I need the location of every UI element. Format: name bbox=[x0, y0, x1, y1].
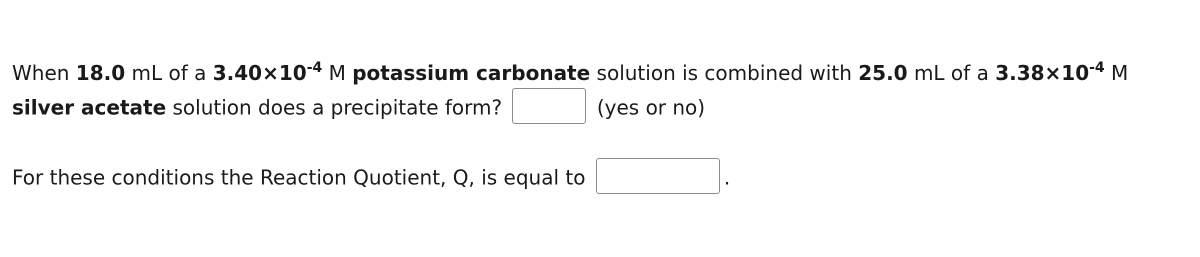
concentration-2 bbox=[995, 61, 1105, 85]
reaction-quotient-prompt: For these conditions the Reaction Quotient, Q, is equal to bbox=[12, 165, 586, 190]
concentration-2-exponent: -4 bbox=[1089, 60, 1105, 76]
concentration-1 bbox=[213, 61, 323, 85]
question-line-2 bbox=[12, 94, 705, 124]
reagent-1-name: potassium carbonate bbox=[352, 61, 591, 85]
volume-1: 18.0 bbox=[75, 61, 126, 85]
text-segment: M bbox=[1104, 61, 1129, 85]
text-segment: mL of a bbox=[125, 61, 213, 85]
concentration-1-exponent: -4 bbox=[306, 60, 323, 76]
sentence-period: . bbox=[723, 165, 731, 190]
volume-2: 25.0 bbox=[858, 61, 908, 85]
concentration-1-base: 3.40×10 bbox=[212, 61, 307, 85]
text-segment: mL of a bbox=[907, 61, 996, 85]
reaction-quotient-input[interactable] bbox=[596, 158, 720, 194]
question-line-1 bbox=[12, 60, 1128, 86]
text-segment: solution does a precipitate form? bbox=[166, 95, 503, 120]
answer-hint: (yes or no) bbox=[596, 95, 706, 120]
text-segment: When bbox=[12, 61, 76, 85]
precipitate-answer-input[interactable] bbox=[512, 88, 586, 124]
concentration-2-base: 3.38×10 bbox=[995, 61, 1090, 85]
question-line-3 bbox=[12, 164, 730, 194]
reagent-2-name: silver acetate bbox=[12, 95, 167, 120]
text-segment: solution is combined with bbox=[590, 61, 859, 85]
text-segment: M bbox=[322, 61, 353, 85]
